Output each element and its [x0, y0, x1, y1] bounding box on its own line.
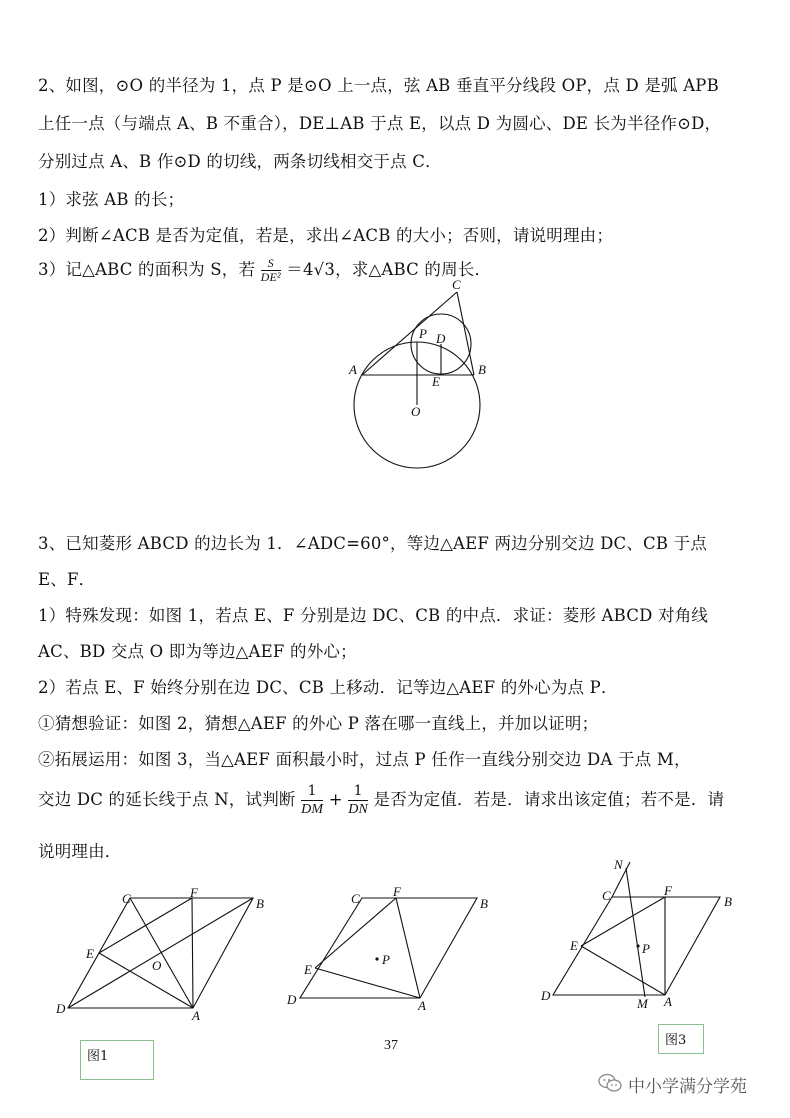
pt-top-a: A	[349, 362, 357, 377]
p3-line-8	[38, 782, 724, 819]
pt-f2-c: C	[351, 891, 360, 906]
seg-ef-1	[99, 898, 192, 953]
seg-ea-3	[581, 946, 665, 995]
figure-1	[68, 898, 253, 1008]
pt-f3-n: N	[614, 857, 623, 872]
p2-line-2: 上任一点（与端点 A、B 不重合），DE⊥AB 于点 E，以点 D 为圆心、DE 长为半径作⊙D，	[38, 114, 722, 133]
pt-f1-b: B	[256, 896, 264, 911]
pt-f2-a: A	[418, 998, 426, 1013]
pt-top-e: E	[432, 374, 440, 389]
pt-f1-o: O	[152, 958, 162, 973]
f2-den: DN	[348, 802, 369, 817]
p3-line-7: ②拓展运用：如图 3，当△AEF 面积最小时，过点 P 任作一直线分别交边 DA 于点 M，	[38, 750, 691, 769]
q3-suffix: ＝4√3，求△ABC 的周长．	[286, 260, 492, 279]
pt-top-d: D	[436, 331, 446, 346]
p3-line-9: 说明理由．	[38, 842, 122, 861]
p3-line-1: 3、已知菱形 ABCD 的边长为 1．∠ADC=60°，等边△AEF 两边分别交边 DC、CB 于点	[38, 534, 708, 553]
dot-f3-p	[636, 944, 639, 947]
pt-top-p: P	[419, 326, 427, 341]
f1-den: DM	[301, 802, 324, 817]
pt-f1-d: D	[56, 1001, 66, 1016]
pt-f3-a: A	[664, 994, 672, 1009]
figure-2	[300, 898, 477, 998]
pt-f2-p: P	[382, 952, 390, 967]
watermark-text: 中小学满分学苑	[628, 1077, 747, 1097]
pt-f3-d: D	[541, 988, 551, 1003]
seg-ea-2	[315, 968, 420, 998]
fig1-label: 图1	[80, 1040, 154, 1080]
p2-line-3: 分别过点 A、B 作⊙D 的切线，两条切线相交于点 C．	[38, 152, 442, 171]
pt-f3-b: B	[724, 894, 732, 909]
p3-line-2: E、F．	[38, 570, 96, 589]
pt-top-c: C	[452, 277, 461, 292]
seg-fa-2	[396, 898, 420, 998]
tangent-bc	[457, 292, 474, 375]
p2-question-2: 2）判断∠ACB 是否为定值，若是，求出∠ACB 的大小；否则，请说明理由；	[38, 226, 614, 245]
pt-f1-c: C	[122, 891, 131, 906]
fraction-1-dm	[301, 782, 323, 819]
p3-line-3: 1）特殊发现：如图 1，若点 E、F 分别是边 DC、CB 的中点．求证：菱形 ABCD 对角线	[38, 606, 709, 625]
fig3-label: 图3	[658, 1024, 704, 1054]
l8-suffix: 是否为定值．若是．请求出该定值；若不是．请	[373, 790, 725, 809]
pt-f1-f: F	[190, 885, 198, 900]
pt-f2-e: E	[304, 962, 312, 977]
dot-f2-p	[375, 957, 378, 960]
f1-num: 1	[301, 782, 323, 801]
page-number: 37	[384, 1038, 398, 1053]
pt-f3-f: F	[664, 883, 672, 898]
pt-f2-b: B	[480, 896, 488, 911]
p3-line-4: AC、BD 交点 O 即为等边△AEF 的外心；	[38, 642, 357, 661]
q3-frac-num: S	[261, 257, 281, 271]
fraction-1-dn	[348, 782, 368, 819]
pt-f2-f: F	[393, 884, 401, 899]
p2-line-1: 2、如图，⊙O 的半径为 1，点 P 是⊙O 上一点，弦 AB 垂直平分线段 OP，点 D 是弧 APB	[38, 76, 719, 95]
l8-prefix: 交边 DC 的延长线于点 N，试判断	[38, 790, 296, 809]
q3-frac-den: DE²	[260, 270, 281, 284]
q3-prefix: 3）记△ABC 的面积为 S，若	[38, 260, 256, 279]
pt-f3-p: P	[642, 941, 650, 956]
pt-f3-c: C	[602, 888, 611, 903]
diag-db-1	[68, 898, 253, 1008]
seg-fa-1	[192, 898, 193, 1008]
pt-f3-m: M	[637, 996, 648, 1011]
plus-sign: +	[328, 790, 343, 809]
figure-3	[553, 862, 720, 997]
figure-circle-tangents	[354, 292, 480, 468]
p3-line-5: 2）若点 E、F 始终分别在边 DC、CB 上移动．记等边△AEF 的外心为点 P．	[38, 678, 618, 697]
pt-f1-a: A	[192, 1008, 200, 1023]
pt-f2-d: D	[287, 992, 297, 1007]
pt-f1-e: E	[86, 946, 94, 961]
pt-top-o: O	[411, 404, 421, 419]
pt-top-b: B	[478, 362, 486, 377]
wechat-icon	[598, 1073, 622, 1093]
rhombus-2	[300, 898, 477, 998]
p2-question-1: 1）求弦 AB 的长；	[38, 190, 185, 209]
f2-num: 1	[348, 782, 368, 801]
seg-ef-3	[581, 897, 665, 946]
p3-line-6: ①猜想验证：如图 2，猜想△AEF 的外心 P 落在哪一直线上，并加以证明；	[38, 714, 599, 733]
pt-f3-e: E	[570, 938, 578, 953]
